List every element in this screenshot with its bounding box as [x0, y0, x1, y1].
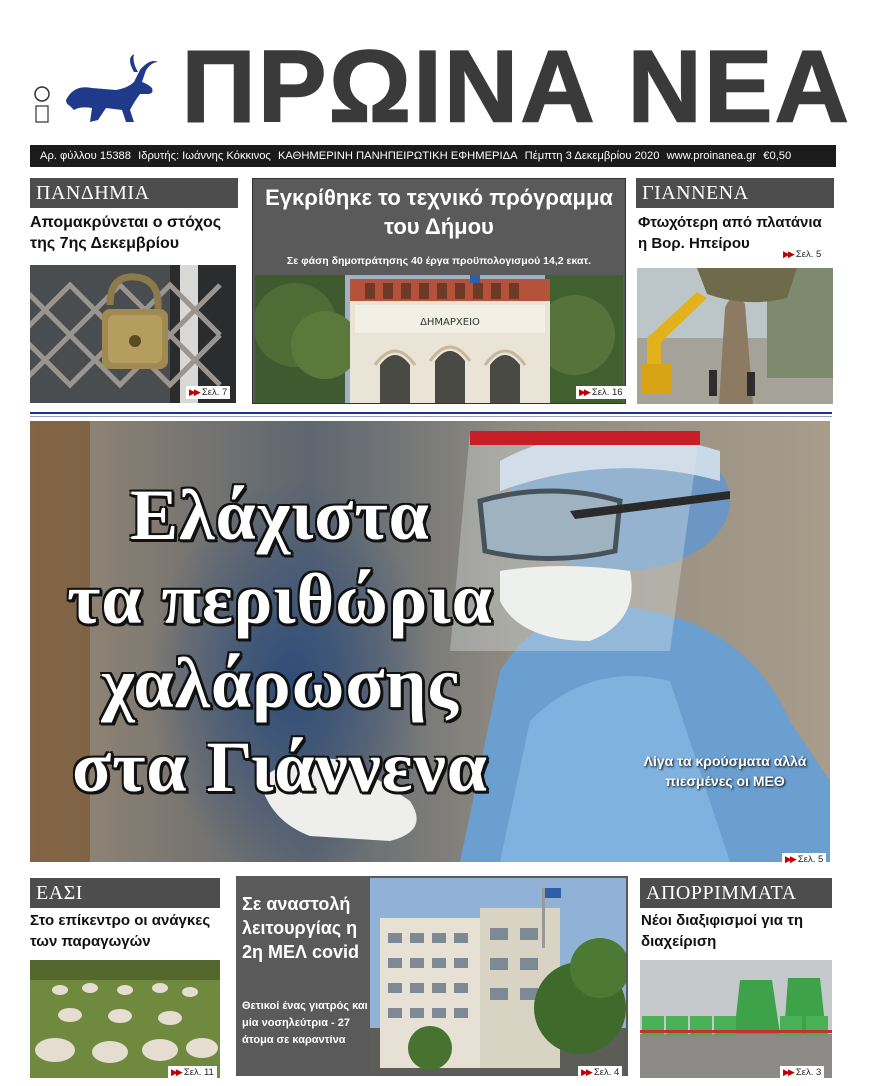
- pandemic-page-ref[interactable]: ▶▶ Σελ. 7: [186, 386, 230, 399]
- website-link[interactable]: www.proinanea.gr: [666, 150, 757, 162]
- sheep-pasture-photo: [30, 960, 220, 1078]
- mel-subhead: Θετικοί ένας γιατρός και μία νοσηλεύτρια - 27 άτομα σε καραντίνα: [242, 1000, 368, 1046]
- mel-headline[interactable]: Σε αναστολή λειτουργίας η 2η ΜΕΛ covid: [242, 894, 360, 962]
- program-page-ref[interactable]: ▶▶ Σελ. 16: [576, 386, 626, 399]
- town-hall-photo: [255, 275, 623, 403]
- waste-page-ref[interactable]: ▶▶ Σελ. 3: [780, 1066, 824, 1079]
- program-headline[interactable]: Εγκρίθηκε το τεχνικό πρόγραμμα του Δήμου: [265, 185, 613, 239]
- town-hall-sign: ΔΗΜΑΡΧΕΙΟ: [420, 317, 480, 328]
- issue-info-bar: [30, 145, 836, 167]
- padlock-fence-photo: [30, 265, 236, 403]
- mel-page-ref[interactable]: ▶▶ Σελ. 4: [578, 1066, 622, 1079]
- divider-rule-thin: [30, 416, 832, 417]
- section-label-easi: ΕΑΣΙ: [30, 878, 220, 908]
- hero-headline-line: χαλάρωσης: [101, 643, 459, 723]
- ioannina-page-ref[interactable]: ▶▶ Σελ. 5: [780, 248, 824, 261]
- goat-emblem-icon: [30, 48, 160, 126]
- masthead: [30, 29, 852, 144]
- newspaper-title: ΠΡΩΙΝΑ ΝΕΑ: [181, 29, 852, 144]
- waste-headline[interactable]: Νέοι διαξιφισμοί για τη διαχείριση: [641, 912, 804, 950]
- ioannina-headline[interactable]: Φτωχότερη από πλατάνια η Βορ. Ηπείρου: [638, 214, 822, 252]
- price: €0,50: [763, 150, 792, 162]
- pandemic-headline[interactable]: Απομακρύνεται ο στόχος της 7ης Δεκεμβρίου: [30, 214, 222, 252]
- program-story-box: [252, 178, 626, 404]
- hero-story: [30, 421, 830, 862]
- program-subhead: Σε φάση δημοπράτησης 40 έργα προϋπολογισμού 14,2 εκατ.: [286, 255, 592, 267]
- mel-story-box: [236, 876, 628, 1076]
- hero-headline[interactable]: [30, 473, 530, 809]
- section-label-pandemic: ΠΑΝΔΗΜΙΑ: [30, 178, 238, 208]
- hero-page-ref[interactable]: ▶▶ Σελ. 5: [782, 853, 826, 866]
- easi-page-ref[interactable]: ▶▶ Σελ. 11: [168, 1066, 217, 1079]
- issue-number: Αρ. φύλλου 15388: [40, 150, 131, 162]
- section-label-waste: ΑΠΟΡΡΙΜΜΑΤΑ: [640, 878, 832, 908]
- issue-date: Πέμπτη 3 Δεκεμβρίου 2020: [524, 150, 660, 162]
- hero-subhead: Λίγα τα κρούσματα αλλά πιεσμένες οι ΜΕΘ: [643, 753, 807, 789]
- founder: Ιδρυτής: Ιωάννης Κόκκινος: [138, 150, 271, 162]
- divider-rule: [30, 412, 832, 414]
- easi-headline[interactable]: Στο επίκεντρο οι ανάγκες των παραγωγών: [30, 912, 211, 950]
- care-home-building-photo: [370, 878, 626, 1074]
- section-label-ioannina: ΓΙΑΝΝΕΝΑ: [636, 178, 834, 208]
- plane-tree-cutting-photo: [637, 268, 833, 404]
- newspaper-logo: [30, 48, 160, 126]
- hero-headline-line: τα περιθώρια: [67, 559, 493, 639]
- waste-containers-photo: [640, 960, 832, 1078]
- paper-type: ΚΑΘΗΜΕΡΙΝΗ ΠΑΝΗΠΕΙΡΩΤΙΚΗ ΕΦΗΜΕΡΙΔΑ: [277, 150, 518, 162]
- hero-headline-line: Ελάχιστα: [130, 475, 430, 555]
- hero-headline-line: στα Γιάννενα: [72, 727, 488, 807]
